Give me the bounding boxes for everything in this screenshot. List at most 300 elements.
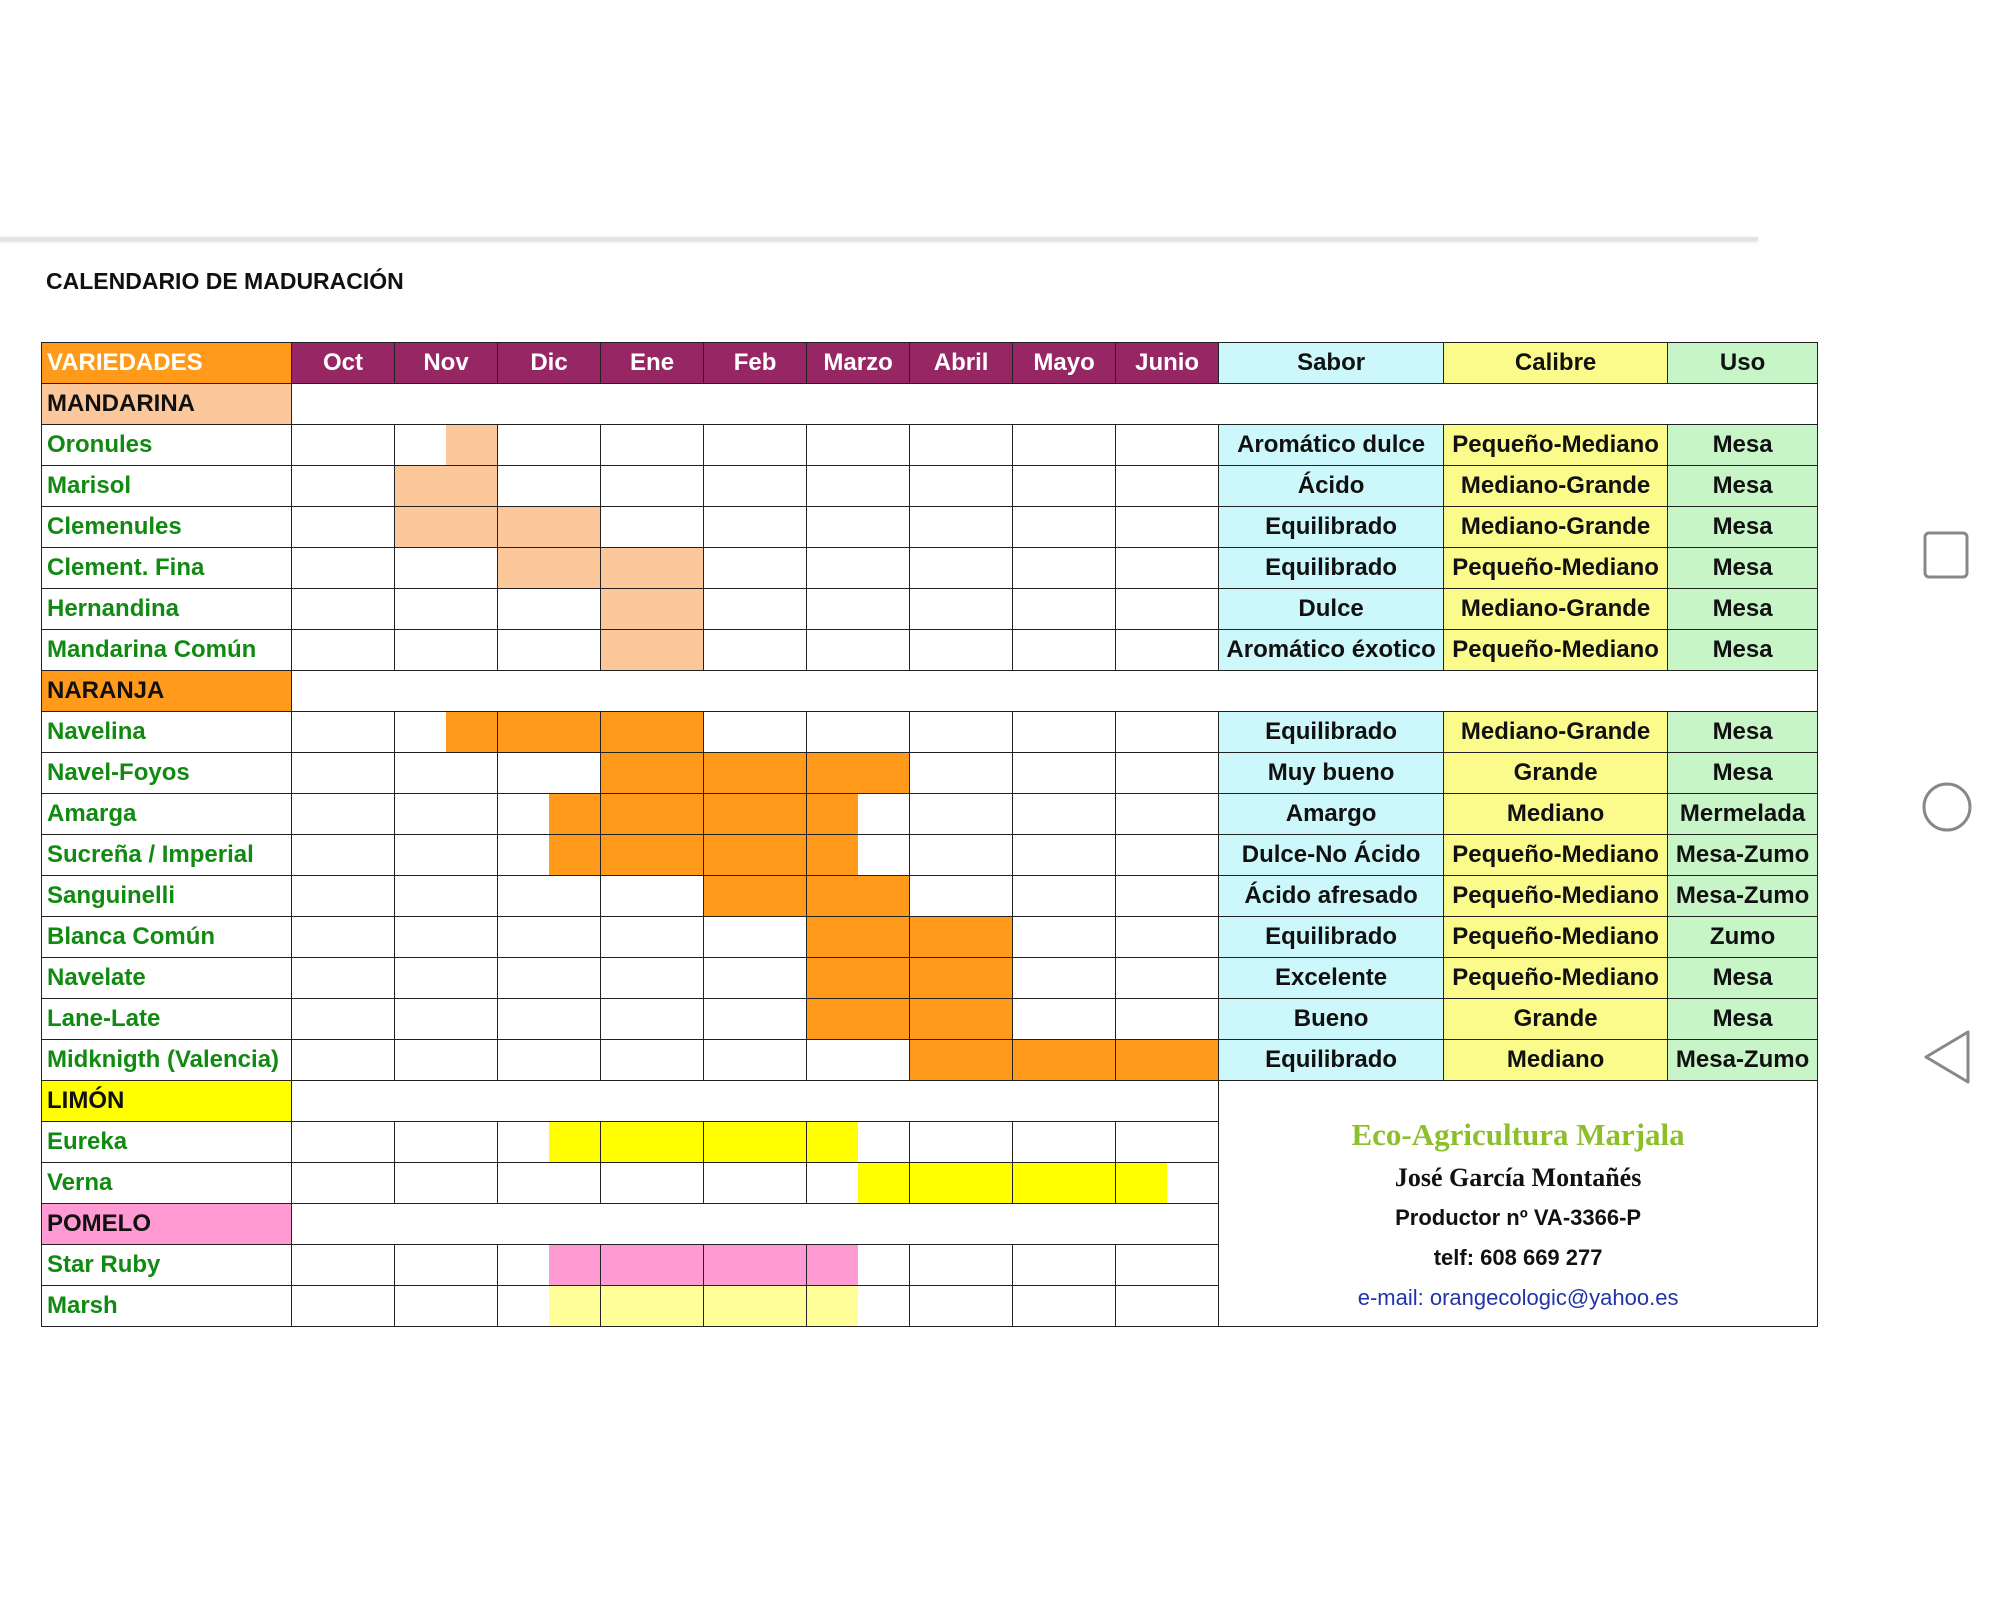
- ripening-cell: [961, 425, 1013, 466]
- ripening-cell: [652, 794, 704, 835]
- uso-cell: Mesa: [1668, 507, 1818, 548]
- sabor-cell: Equilibrado: [1219, 712, 1444, 753]
- ripening-cell: [652, 753, 704, 794]
- category-blank: [292, 671, 1818, 712]
- ripening-cell: [652, 917, 704, 958]
- variety-row: [42, 1040, 1818, 1081]
- sabor-cell: Equilibrado: [1219, 507, 1444, 548]
- ripening-cell: [1064, 589, 1116, 630]
- recent-apps-icon[interactable]: [1922, 530, 1970, 580]
- ripening-cell: [498, 753, 549, 794]
- ripening-cell: [498, 425, 549, 466]
- ripening-cell: [807, 999, 858, 1040]
- uso-cell: Mesa: [1668, 425, 1818, 466]
- ripening-cell: [601, 958, 652, 999]
- ripening-cell: [1116, 1122, 1167, 1163]
- ripening-cell: [1064, 507, 1116, 548]
- ripening-cell: [446, 1286, 498, 1327]
- category-row: [42, 384, 1818, 425]
- ripening-cell: [858, 753, 910, 794]
- variety-row: [42, 835, 1818, 876]
- ripening-cell: [549, 917, 601, 958]
- ripening-cell: [858, 507, 910, 548]
- ripening-cell: [807, 589, 858, 630]
- ripening-cell: [292, 753, 343, 794]
- ripening-cell: [961, 1163, 1013, 1204]
- ripening-cell: [910, 548, 961, 589]
- ripening-cell: [292, 999, 343, 1040]
- ripening-cell: [807, 1040, 858, 1081]
- ripening-cell: [1167, 1163, 1219, 1204]
- ripening-cell: [807, 507, 858, 548]
- ripening-cell: [292, 589, 343, 630]
- ripening-cell: [446, 958, 498, 999]
- ripening-cell: [1167, 876, 1219, 917]
- ripening-cell: [395, 1245, 446, 1286]
- ripening-cell: [1013, 794, 1064, 835]
- uso-cell: Mesa-Zumo: [1668, 835, 1818, 876]
- contact-details: [1219, 1117, 1817, 1311]
- ripening-cell: [1064, 1040, 1116, 1081]
- ripening-cell: [1116, 753, 1167, 794]
- ripening-cell: [498, 548, 549, 589]
- calibre-cell: Mediano: [1444, 794, 1668, 835]
- calibre-cell: Grande: [1444, 753, 1668, 794]
- ripening-cell: [755, 1040, 807, 1081]
- variety-name: Hernandina: [42, 589, 292, 630]
- uso-cell: Mesa: [1668, 958, 1818, 999]
- ripening-cell: [961, 999, 1013, 1040]
- ripening-cell: [755, 1286, 807, 1327]
- calibre-cell: Pequeño-Mediano: [1444, 958, 1668, 999]
- ripening-cell: [807, 425, 858, 466]
- ripening-cell: [601, 999, 652, 1040]
- ripening-cell: [910, 589, 961, 630]
- ripening-cell: [858, 1122, 910, 1163]
- month-header-oct: Oct: [292, 343, 395, 384]
- ripening-cell: [858, 917, 910, 958]
- ripening-cell: [1064, 1245, 1116, 1286]
- ripening-cell: [395, 958, 446, 999]
- ripening-cell: [549, 425, 601, 466]
- ripening-cell: [343, 507, 395, 548]
- variety-name: Sucreña / Imperial: [42, 835, 292, 876]
- ripening-cell: [292, 876, 343, 917]
- ripening-cell: [601, 1163, 652, 1204]
- ripening-cell: [858, 958, 910, 999]
- ripening-cell: [755, 876, 807, 917]
- calibre-cell: Mediano-Grande: [1444, 589, 1668, 630]
- ripening-cell: [601, 425, 652, 466]
- month-header-mayo: Mayo: [1013, 343, 1116, 384]
- ripening-cell: [446, 1245, 498, 1286]
- ripening-cell: [961, 1040, 1013, 1081]
- ripening-cell: [1116, 630, 1167, 671]
- ripening-cell: [1116, 507, 1167, 548]
- ripening-cell: [910, 999, 961, 1040]
- ripening-cell: [395, 425, 446, 466]
- ripening-cell: [807, 794, 858, 835]
- ripening-cell: [1013, 630, 1064, 671]
- ripening-cell: [1116, 425, 1167, 466]
- ripening-cell: [755, 1245, 807, 1286]
- ripening-cell: [1013, 958, 1064, 999]
- ripening-cell: [1013, 1286, 1064, 1327]
- ripening-cell: [1167, 466, 1219, 507]
- ripening-cell: [858, 548, 910, 589]
- category-blank: [292, 1081, 1219, 1122]
- ripening-cell: [292, 712, 343, 753]
- ripening-cell: [1167, 425, 1219, 466]
- ripening-cell: [292, 425, 343, 466]
- ripening-cell: [1116, 1245, 1167, 1286]
- ripening-cell: [1064, 999, 1116, 1040]
- variety-name: Sanguinelli: [42, 876, 292, 917]
- ripening-cell: [652, 876, 704, 917]
- ripening-cell: [910, 917, 961, 958]
- ripening-cell: [910, 630, 961, 671]
- variety-name: Navelate: [42, 958, 292, 999]
- calibre-cell: Grande: [1444, 999, 1668, 1040]
- variety-row: [42, 466, 1818, 507]
- ripening-cell: [1064, 1163, 1116, 1204]
- ripening-cell: [910, 1245, 961, 1286]
- month-header-nov: Nov: [395, 343, 498, 384]
- calibre-cell: Pequeño-Mediano: [1444, 876, 1668, 917]
- ripening-cell: [1064, 753, 1116, 794]
- ripening-cell: [1013, 917, 1064, 958]
- ripening-cell: [755, 548, 807, 589]
- ripening-cell: [498, 507, 549, 548]
- ripening-cell: [601, 466, 652, 507]
- ripening-cell: [961, 1122, 1013, 1163]
- variety-name: Navelina: [42, 712, 292, 753]
- sabor-cell: Equilibrado: [1219, 917, 1444, 958]
- ripening-cell: [910, 1286, 961, 1327]
- month-header-junio: Junio: [1116, 343, 1219, 384]
- ripening-cell: [343, 1163, 395, 1204]
- ripening-cell: [549, 630, 601, 671]
- ripening-cell: [858, 712, 910, 753]
- ripening-cell: [704, 1040, 755, 1081]
- ripening-cell: [1116, 1163, 1167, 1204]
- ripening-cell: [858, 589, 910, 630]
- ripening-cell: [446, 876, 498, 917]
- ripening-cell: [755, 917, 807, 958]
- variety-row: [42, 876, 1818, 917]
- ripening-cell: [549, 753, 601, 794]
- ripening-cell: [1013, 425, 1064, 466]
- ripening-cell: [755, 999, 807, 1040]
- ripening-cell: [858, 630, 910, 671]
- ripening-cell: [292, 958, 343, 999]
- variety-row: [42, 548, 1818, 589]
- ripening-cell: [1116, 958, 1167, 999]
- company-name: Eco-Agricultura Marjala: [1351, 1117, 1685, 1152]
- ripening-cell: [1116, 548, 1167, 589]
- ripening-cell: [704, 425, 755, 466]
- uso-cell: Mesa: [1668, 712, 1818, 753]
- calibre-cell: Pequeño-Mediano: [1444, 630, 1668, 671]
- ripening-cell: [395, 630, 446, 671]
- ripening-cell: [1167, 548, 1219, 589]
- uso-cell: Mesa: [1668, 548, 1818, 589]
- ripening-cell: [807, 835, 858, 876]
- ripening-cell: [1013, 835, 1064, 876]
- sabor-cell: Amargo: [1219, 794, 1444, 835]
- sabor-cell: Ácido: [1219, 466, 1444, 507]
- ripening-cell: [1013, 876, 1064, 917]
- ripening-cell: [498, 917, 549, 958]
- variety-name: Star Ruby: [42, 1245, 292, 1286]
- ripening-cell: [807, 466, 858, 507]
- ripening-cell: [343, 753, 395, 794]
- ripening-cell: [755, 630, 807, 671]
- ripening-cell: [292, 548, 343, 589]
- ripening-cell: [1116, 917, 1167, 958]
- category-blank: [292, 1204, 1219, 1245]
- ripening-cell: [704, 835, 755, 876]
- ripening-cell: [961, 507, 1013, 548]
- ripening-cell: [343, 999, 395, 1040]
- ripening-cell: [549, 712, 601, 753]
- ripening-cell: [549, 466, 601, 507]
- phone-number: telf: 608 669 277: [1433, 1245, 1603, 1270]
- ripening-cell: [1167, 712, 1219, 753]
- variety-name: Navel-Foyos: [42, 753, 292, 794]
- ripening-cell: [549, 1040, 601, 1081]
- ripening-cell: [961, 917, 1013, 958]
- ripening-cell: [343, 630, 395, 671]
- variety-row: [42, 958, 1818, 999]
- ripening-cell: [498, 712, 549, 753]
- ripening-cell: [755, 1122, 807, 1163]
- ripening-cell: [395, 548, 446, 589]
- calibre-cell: Pequeño-Mediano: [1444, 548, 1668, 589]
- ripening-cell: [601, 1286, 652, 1327]
- ripening-cell: [601, 917, 652, 958]
- ripening-cell: [755, 425, 807, 466]
- ripening-cell: [910, 1122, 961, 1163]
- ripening-cell: [652, 548, 704, 589]
- contact-card: [1219, 1081, 1818, 1327]
- ripening-cell: [704, 712, 755, 753]
- ripening-cell: [446, 712, 498, 753]
- ripening-cell: [292, 466, 343, 507]
- ripening-cell: [652, 466, 704, 507]
- ripening-cell: [1116, 794, 1167, 835]
- ripening-cell: [704, 466, 755, 507]
- variety-name: Verna: [42, 1163, 292, 1204]
- sabor-cell: Aromático éxotico: [1219, 630, 1444, 671]
- ripening-cell: [807, 712, 858, 753]
- ripening-cell: [395, 999, 446, 1040]
- sabor-cell: Muy bueno: [1219, 753, 1444, 794]
- ripening-cell: [755, 507, 807, 548]
- variety-name: Eureka: [42, 1122, 292, 1163]
- ripening-cell: [601, 753, 652, 794]
- ripening-cell: [1064, 876, 1116, 917]
- ripening-cell: [704, 507, 755, 548]
- ripening-cell: [601, 876, 652, 917]
- ripening-cell: [498, 876, 549, 917]
- ripening-cell: [652, 1286, 704, 1327]
- ripening-cell: [1064, 1286, 1116, 1327]
- ripening-cell: [549, 1122, 601, 1163]
- ripening-cell: [1064, 466, 1116, 507]
- ripening-cell: [910, 507, 961, 548]
- ripening-cell: [601, 794, 652, 835]
- ripening-cell: [1116, 466, 1167, 507]
- ripening-cell: [1013, 999, 1064, 1040]
- sabor-cell: Aromático dulce: [1219, 425, 1444, 466]
- ripening-cell: [858, 1245, 910, 1286]
- ripening-cell: [1064, 425, 1116, 466]
- ripening-cell: [446, 548, 498, 589]
- variety-name: Mandarina Común: [42, 630, 292, 671]
- ripening-cell: [498, 958, 549, 999]
- ripening-cell: [858, 425, 910, 466]
- ripening-cell: [652, 630, 704, 671]
- uso-cell: Mesa: [1668, 999, 1818, 1040]
- ripening-cell: [652, 999, 704, 1040]
- ripening-cell: [704, 999, 755, 1040]
- ripening-cell: [704, 1122, 755, 1163]
- ripening-cell: [446, 589, 498, 630]
- ripening-cell: [807, 1286, 858, 1327]
- calibre-cell: Mediano-Grande: [1444, 712, 1668, 753]
- ripening-cell: [601, 1040, 652, 1081]
- ripening-cell: [601, 548, 652, 589]
- ripening-cell: [549, 794, 601, 835]
- ripening-cell: [807, 630, 858, 671]
- ripening-cell: [343, 917, 395, 958]
- ripening-cell: [498, 1245, 549, 1286]
- variety-row: [42, 425, 1818, 466]
- ripening-cell: [549, 999, 601, 1040]
- uso-cell: Mesa: [1668, 466, 1818, 507]
- ripening-cell: [395, 466, 446, 507]
- ripening-cell: [1167, 630, 1219, 671]
- ripening-cell: [1064, 1122, 1116, 1163]
- category-blank: [292, 384, 1818, 425]
- ripening-cell: [755, 589, 807, 630]
- ripening-cell: [858, 1286, 910, 1327]
- variety-row: [42, 999, 1818, 1040]
- variety-row: [42, 794, 1818, 835]
- ripening-cell: [910, 1163, 961, 1204]
- sabor-cell: Dulce-No Ácido: [1219, 835, 1444, 876]
- producer-number: Productor nº VA-3366-P: [1395, 1205, 1642, 1230]
- ripening-cell: [961, 794, 1013, 835]
- ripening-cell: [549, 507, 601, 548]
- calibre-cell: Mediano-Grande: [1444, 466, 1668, 507]
- variety-name: Clemenules: [42, 507, 292, 548]
- category-naranja: NARANJA: [42, 671, 292, 712]
- ripening-cell: [704, 917, 755, 958]
- ripening-cell: [910, 1040, 961, 1081]
- ripening-cell: [858, 835, 910, 876]
- ripening-cell: [395, 589, 446, 630]
- ripening-cell: [549, 1245, 601, 1286]
- ripening-cell: [395, 835, 446, 876]
- ripening-cell: [549, 589, 601, 630]
- ripening-cell: [1167, 794, 1219, 835]
- variety-name: Blanca Común: [42, 917, 292, 958]
- variety-name: Marisol: [42, 466, 292, 507]
- ripening-cell: [446, 466, 498, 507]
- ripening-cell: [343, 1040, 395, 1081]
- ripening-cell: [807, 753, 858, 794]
- ripening-cell: [446, 999, 498, 1040]
- ripening-cell: [807, 1163, 858, 1204]
- month-header-dic: Dic: [498, 343, 601, 384]
- ripening-cell: [549, 1286, 601, 1327]
- ripening-cell: [292, 1286, 343, 1327]
- uso-cell: Mesa: [1668, 753, 1818, 794]
- variety-row: [42, 917, 1818, 958]
- category-row: [42, 1081, 1818, 1122]
- category-pomelo: POMELO: [42, 1204, 292, 1245]
- email-link[interactable]: e-mail: orangecologic@yahoo.es: [1357, 1285, 1679, 1310]
- ripening-cell: [652, 1122, 704, 1163]
- ripening-cell: [807, 1122, 858, 1163]
- ripening-cell: [343, 1122, 395, 1163]
- ripening-cell: [755, 466, 807, 507]
- ripening-cell: [1167, 507, 1219, 548]
- ripening-cell: [755, 958, 807, 999]
- calibre-cell: Mediano: [1444, 1040, 1668, 1081]
- ripening-cell: [704, 876, 755, 917]
- back-icon[interactable]: [1920, 1028, 1974, 1086]
- ripening-cell: [755, 794, 807, 835]
- ripening-cell: [549, 958, 601, 999]
- ripening-cell: [1116, 712, 1167, 753]
- ripening-cell: [910, 425, 961, 466]
- ripening-cell: [446, 507, 498, 548]
- ripening-cell: [601, 507, 652, 548]
- ripening-cell: [343, 1245, 395, 1286]
- ripening-cell: [652, 1040, 704, 1081]
- ripening-cell: [395, 917, 446, 958]
- ripening-cell: [1064, 958, 1116, 999]
- ripening-cell: [343, 1286, 395, 1327]
- home-icon[interactable]: [1920, 780, 1974, 834]
- ripening-cell: [910, 712, 961, 753]
- ripening-cell: [292, 917, 343, 958]
- ripening-cell: [1167, 917, 1219, 958]
- ripening-cell: [1064, 630, 1116, 671]
- ripening-cell: [1064, 794, 1116, 835]
- ripening-cell: [549, 835, 601, 876]
- variety-name: Marsh: [42, 1286, 292, 1327]
- ripening-cell: [343, 835, 395, 876]
- ripening-cell: [498, 630, 549, 671]
- ripening-cell: [807, 958, 858, 999]
- calibre-cell: Pequeño-Mediano: [1444, 917, 1668, 958]
- ripening-cell: [910, 466, 961, 507]
- ripening-cell: [395, 507, 446, 548]
- category-limón: LIMÓN: [42, 1081, 292, 1122]
- ripening-cell: [704, 1245, 755, 1286]
- ripening-cell: [1013, 548, 1064, 589]
- ripening-cell: [652, 425, 704, 466]
- page-title: CALENDARIO DE MADURACIÓN: [46, 268, 404, 294]
- ripening-cell: [1064, 548, 1116, 589]
- ripening-cell: [292, 794, 343, 835]
- producer-name: José García Montañés: [1394, 1163, 1642, 1192]
- ripening-cell: [1013, 753, 1064, 794]
